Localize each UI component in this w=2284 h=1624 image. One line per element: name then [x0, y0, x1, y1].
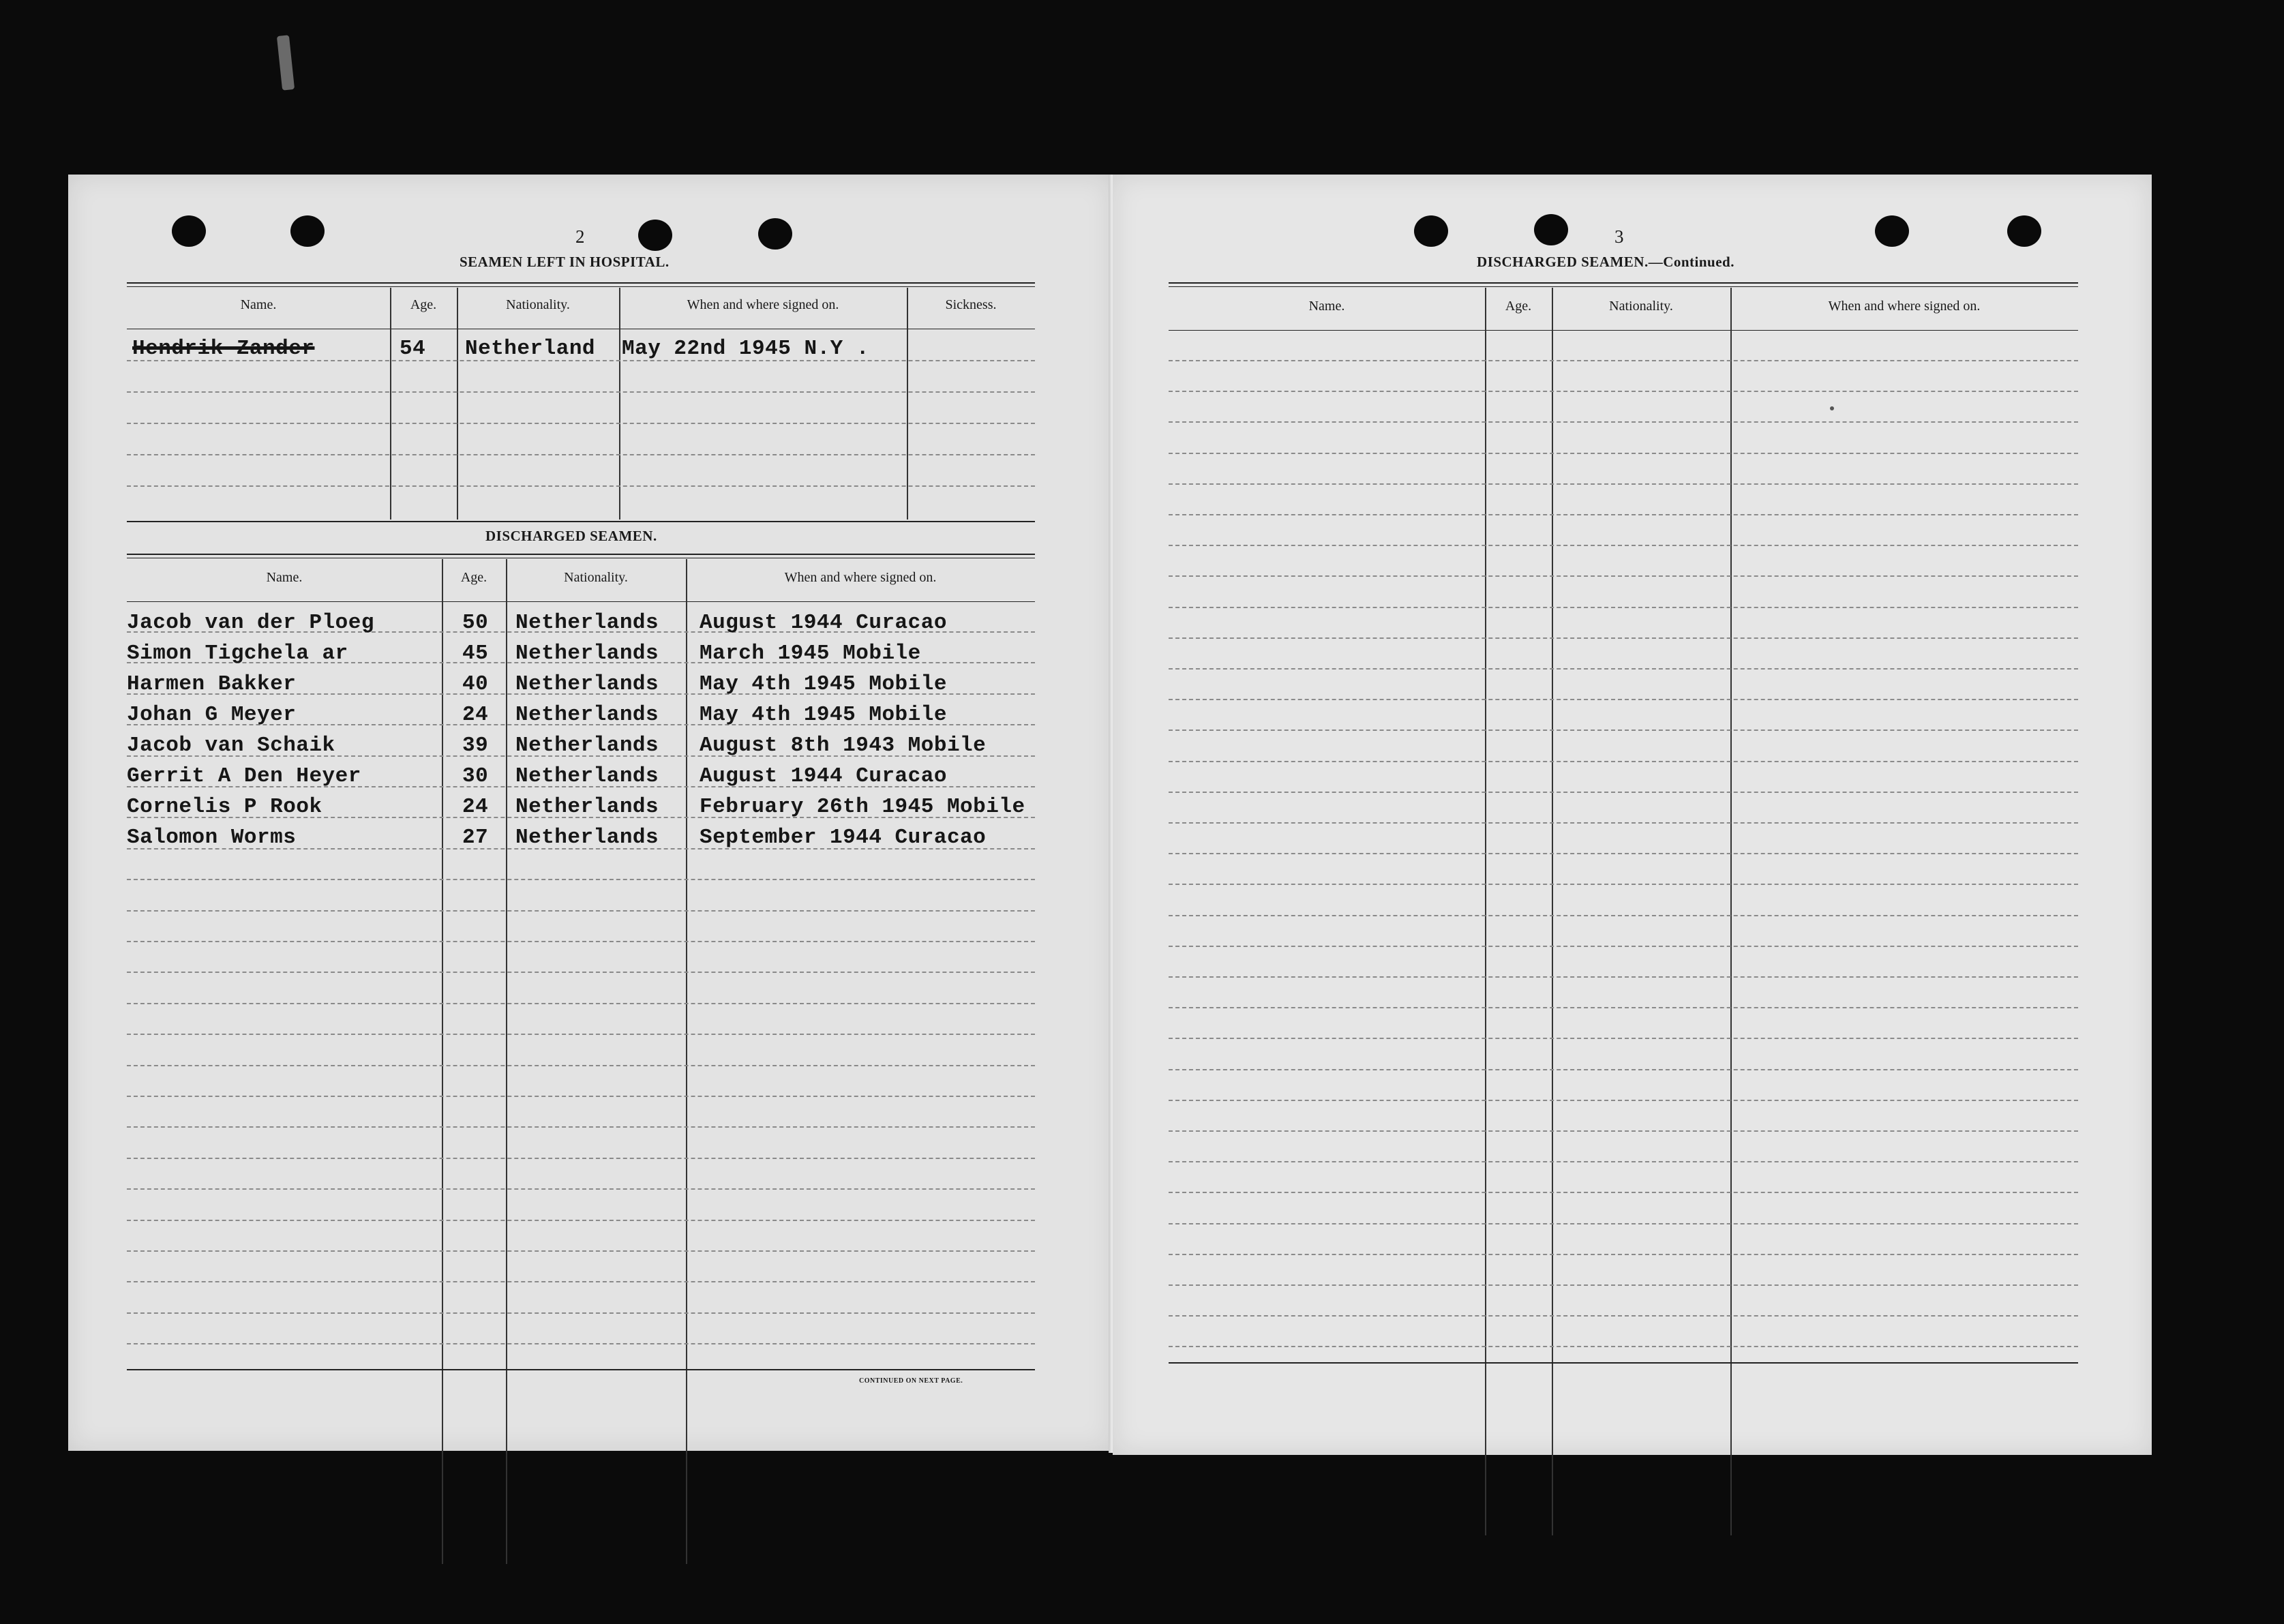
- column-header-name: Name.: [266, 570, 303, 585]
- punch-hole: [172, 215, 206, 247]
- punch-hole: [1534, 214, 1568, 245]
- dotted-rule: [1169, 668, 2078, 670]
- dotted-rule: [1169, 575, 2078, 577]
- right-page: [1113, 175, 2152, 1455]
- dotted-rule: [1169, 884, 2078, 885]
- rule: [127, 286, 1035, 287]
- dotted-rule: [1169, 915, 2078, 916]
- seaman-nationality: Netherlands: [515, 795, 659, 819]
- rule: [1169, 330, 2078, 331]
- seaman-name: Gerrit A Den Heyer: [127, 764, 361, 788]
- dotted-rule: [1169, 1192, 2078, 1193]
- dotted-rule: [1169, 545, 2078, 546]
- continued-section-title: [1477, 254, 1734, 271]
- punch-hole: [1414, 215, 1448, 247]
- punch-hole: [1875, 215, 1909, 247]
- seaman-signed-on: February 26th 1945 Mobile: [700, 795, 1025, 819]
- column-divider: [907, 288, 908, 520]
- dotted-rule: [1169, 1130, 2078, 1132]
- seaman-nationality: Netherlands: [515, 642, 659, 665]
- dotted-rule: [127, 1158, 1035, 1159]
- dotted-rule: [1169, 853, 2078, 854]
- column-divider: [1552, 288, 1553, 1535]
- dotted-rule: [1169, 1346, 2078, 1347]
- hospital-section-title: SEAMEN LEFT IN HOSPITAL.: [460, 254, 670, 270]
- page-number: 2: [575, 226, 585, 247]
- dotted-rule: [1169, 822, 2078, 824]
- column-divider: [506, 559, 507, 1564]
- dotted-rule: [127, 1188, 1035, 1190]
- column-divider: [1485, 288, 1486, 1535]
- dotted-rule: [127, 485, 1035, 487]
- column-header-signed-on: When and where signed on.: [687, 297, 839, 312]
- dotted-rule: [1169, 761, 2078, 762]
- seaman-nationality: Netherlands: [515, 764, 659, 788]
- dotted-rule: [1169, 360, 2078, 361]
- column-header-signed-on: When and where signed on.: [784, 570, 937, 585]
- column-header-age: Age.: [460, 570, 487, 585]
- dotted-rule: [127, 454, 1035, 455]
- hospital-nationality: Netherland: [465, 337, 596, 361]
- rule: [127, 521, 1035, 522]
- column-divider: [686, 559, 687, 1564]
- column-header-signed-on: When and where signed on.: [1828, 299, 1981, 314]
- column-divider: [457, 288, 458, 520]
- dotted-rule: [127, 1312, 1035, 1314]
- title-main: DISCHARGED SEAMEN.: [1477, 254, 1649, 270]
- seaman-signed-on: May 4th 1945 Mobile: [700, 672, 947, 696]
- seaman-name: Harmen Bakker: [127, 672, 297, 696]
- column-header-age: Age.: [1505, 299, 1532, 314]
- dotted-rule: [1169, 699, 2078, 700]
- dotted-rule: [1169, 792, 2078, 793]
- hospital-age: 54: [400, 337, 426, 361]
- dotted-rule: [1169, 607, 2078, 608]
- seaman-age: 24: [462, 795, 489, 819]
- dotted-rule: [127, 391, 1035, 393]
- column-header-age: Age.: [410, 297, 437, 312]
- dotted-rule: [127, 1034, 1035, 1035]
- column-header-nationality: Nationality.: [506, 297, 570, 312]
- dotted-rule: [127, 423, 1035, 424]
- dotted-rule: [1169, 1038, 2078, 1039]
- dotted-rule: [1169, 1223, 2078, 1224]
- discharged-section-title: DISCHARGED SEAMEN.: [485, 528, 657, 544]
- rule: [127, 1369, 1035, 1370]
- seaman-age: 39: [462, 734, 489, 757]
- dotted-rule: [127, 941, 1035, 942]
- dotted-rule: [127, 1003, 1035, 1004]
- seaman-nationality: Netherlands: [515, 734, 659, 757]
- dotted-rule: [1169, 514, 2078, 515]
- dotted-rule: [127, 972, 1035, 973]
- dotted-rule: [1169, 1069, 2078, 1070]
- dotted-rule: [127, 1065, 1035, 1066]
- seaman-signed-on: September 1944 Curacao: [700, 826, 987, 849]
- punch-hole: [758, 218, 792, 250]
- seaman-name: Jacob van der Ploeg: [127, 611, 374, 635]
- dotted-rule: [127, 1126, 1035, 1128]
- continued-note: CONTINUED ON NEXT PAGE.: [859, 1377, 963, 1385]
- rule: [127, 554, 1035, 555]
- seaman-signed-on: August 1944 Curacao: [700, 764, 947, 788]
- rule: [1169, 282, 2078, 284]
- dotted-rule: [1169, 1284, 2078, 1286]
- seaman-signed-on: August 1944 Curacao: [700, 611, 947, 635]
- dotted-rule: [1169, 391, 2078, 392]
- column-header-nationality: Nationality.: [1609, 299, 1673, 314]
- seaman-age: 40: [462, 672, 489, 696]
- seaman-name: Johan G Meyer: [127, 703, 297, 727]
- seaman-nationality: Netherlands: [515, 672, 659, 696]
- dotted-rule: [1169, 1254, 2078, 1255]
- column-header-sickness: Sickness.: [945, 297, 997, 312]
- dotted-rule: [127, 879, 1035, 880]
- paper-scrap: [277, 35, 295, 90]
- seaman-signed-on: May 4th 1945 Mobile: [700, 703, 947, 727]
- dotted-rule: [1169, 730, 2078, 731]
- punch-hole: [638, 220, 672, 251]
- dotted-rule: [1169, 421, 2078, 423]
- seaman-nationality: Netherlands: [515, 703, 659, 727]
- seaman-age: 45: [462, 642, 489, 665]
- dotted-rule: [127, 1250, 1035, 1252]
- column-header-nationality: Nationality.: [564, 570, 628, 585]
- rule: [1169, 286, 2078, 287]
- hospital-name: Hendrik Zander: [132, 337, 315, 361]
- seaman-name: Jacob van Schaik: [127, 734, 335, 757]
- hospital-signed-on: May 22nd 1945 N.Y .: [622, 337, 869, 361]
- punch-hole: [290, 215, 325, 247]
- column-divider: [619, 288, 620, 520]
- dotted-rule: [127, 1343, 1035, 1344]
- seaman-age: 30: [462, 764, 489, 788]
- dotted-rule: [1169, 1100, 2078, 1101]
- seaman-name: Simon Tigchela ar: [127, 642, 348, 665]
- dotted-rule: [1169, 946, 2078, 947]
- dotted-rule: [127, 1096, 1035, 1097]
- ink-speck: [1830, 406, 1834, 410]
- rule: [127, 282, 1035, 284]
- column-divider: [442, 559, 443, 1564]
- seaman-signed-on: August 8th 1943 Mobile: [700, 734, 987, 757]
- punch-hole: [2007, 215, 2041, 247]
- column-divider: [1730, 288, 1732, 1535]
- column-header-name: Name.: [1308, 299, 1345, 314]
- seaman-nationality: Netherlands: [515, 611, 659, 635]
- seaman-age: 50: [462, 611, 489, 635]
- dotted-rule: [1169, 1315, 2078, 1317]
- seaman-name: Salomon Worms: [127, 826, 297, 849]
- rule: [127, 601, 1035, 602]
- dotted-rule: [1169, 637, 2078, 639]
- dotted-rule: [1169, 1007, 2078, 1008]
- dotted-rule: [1169, 1161, 2078, 1162]
- dotted-rule: [127, 1220, 1035, 1221]
- seaman-age: 27: [462, 826, 489, 849]
- seaman-age: 24: [462, 703, 489, 727]
- dotted-rule: [1169, 976, 2078, 978]
- column-divider: [390, 288, 391, 520]
- seaman-signed-on: March 1945 Mobile: [700, 642, 921, 665]
- dotted-rule: [127, 1281, 1035, 1282]
- dotted-rule: [1169, 483, 2078, 485]
- page-number: 3: [1614, 226, 1624, 247]
- seaman-nationality: Netherlands: [515, 826, 659, 849]
- seaman-name: Cornelis P Rook: [127, 795, 322, 819]
- dotted-rule: [127, 910, 1035, 912]
- title-suffix: —Continued.: [1648, 254, 1734, 270]
- column-header-name: Name.: [240, 297, 277, 312]
- rule: [1169, 1362, 2078, 1364]
- left-page: [68, 175, 1113, 1451]
- dotted-rule: [1169, 453, 2078, 454]
